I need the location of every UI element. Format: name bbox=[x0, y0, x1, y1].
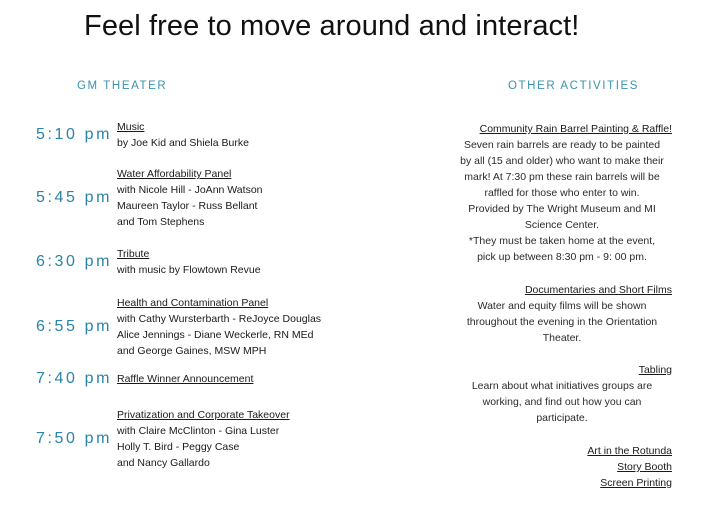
event-line: with Claire McClinton - Gina Luster bbox=[117, 425, 280, 437]
event-line: with Cathy Wursterbarth - ReJoyce Douglas bbox=[117, 313, 322, 325]
event-line: Alice Jennings - Diane Weckerle, RN MEd bbox=[117, 329, 314, 341]
activity-description bbox=[452, 378, 672, 426]
activity-links bbox=[452, 443, 672, 491]
event-details bbox=[117, 407, 290, 471]
other-activities-heading: OTHER ACTIVITIES bbox=[508, 80, 640, 92]
schedule-event-health-contamination bbox=[36, 295, 321, 359]
activity-line: Learn about what initiatives groups are bbox=[471, 380, 653, 392]
activity-line: raffled for those who enter to win. bbox=[484, 187, 640, 199]
activity-title: Tabling bbox=[638, 364, 672, 376]
event-name: Health and Contamination Panel bbox=[117, 297, 269, 309]
activity-documentaries bbox=[452, 282, 672, 346]
activity-line: mark! At 7:30 pm these rain barrels will be bbox=[464, 171, 660, 183]
activity-tabling bbox=[452, 362, 672, 426]
schedule-event-raffle-winner bbox=[36, 370, 253, 388]
activity-line: participate. bbox=[536, 412, 588, 424]
event-line: with Nicole Hill - JoAnn Watson bbox=[117, 184, 263, 196]
event-line: by Joe Kid and Shiela Burke bbox=[117, 137, 249, 149]
event-name: Water Affordability Panel bbox=[117, 168, 232, 180]
event-name: Music bbox=[117, 121, 145, 133]
activity-line: Science Center. bbox=[524, 219, 600, 231]
event-details bbox=[117, 166, 263, 230]
activity-line: Seven rain barrels are ready to be painted bbox=[463, 139, 661, 151]
event-line: and George Gaines, MSW MPH bbox=[117, 345, 267, 357]
gm-theater-heading: GM THEATER bbox=[77, 80, 168, 92]
activity-title: Community Rain Barrel Painting & Raffle! bbox=[479, 123, 672, 135]
activity-line: working, and find out how you can bbox=[482, 396, 642, 408]
event-line: Maureen Taylor - Russ Bellant bbox=[117, 200, 258, 212]
activity-link-art-rotunda: Art in the Rotunda bbox=[587, 445, 672, 457]
activity-line: Theater. bbox=[542, 332, 582, 344]
event-line: and Nancy Gallardo bbox=[117, 457, 210, 469]
event-time: 7:40 pm bbox=[36, 370, 113, 387]
activity-rain-barrel bbox=[452, 121, 672, 265]
schedule-event-tribute bbox=[36, 246, 261, 278]
event-name: Raffle Winner Announcement bbox=[117, 373, 254, 385]
activity-title: Documentaries and Short Films bbox=[524, 284, 672, 296]
event-line: and Tom Stephens bbox=[117, 216, 205, 228]
activity-line: *They must be taken home at the event, bbox=[468, 235, 656, 247]
event-line: with music by Flowtown Revue bbox=[117, 264, 261, 276]
schedule-event-music bbox=[36, 119, 249, 151]
event-name: Tribute bbox=[117, 248, 150, 260]
activity-description bbox=[452, 298, 672, 346]
event-time: 6:30 pm bbox=[36, 253, 113, 270]
event-time: 5:10 pm bbox=[36, 126, 113, 143]
event-details bbox=[117, 119, 249, 151]
schedule-event-water-affordability bbox=[36, 166, 263, 230]
event-name: Privatization and Corporate Takeover bbox=[117, 409, 290, 421]
schedule-event-privatization bbox=[36, 407, 290, 471]
event-time: 5:45 pm bbox=[36, 189, 113, 206]
activity-line: Water and equity films will be shown bbox=[477, 300, 647, 312]
activity-line: throughout the evening in the Orientation bbox=[466, 316, 658, 328]
event-details bbox=[117, 371, 253, 387]
activity-line: pick up between 8:30 pm - 9: 00 pm. bbox=[477, 251, 647, 263]
event-line: Holly T. Bird - Peggy Case bbox=[117, 441, 240, 453]
activity-description bbox=[452, 137, 672, 265]
activity-line: Provided by The Wright Museum and MI bbox=[468, 203, 656, 215]
activity-link-story-booth: Story Booth bbox=[617, 461, 672, 473]
event-details bbox=[117, 295, 321, 359]
page-headline: Feel free to move around and interact! bbox=[84, 10, 580, 42]
event-details bbox=[117, 246, 261, 278]
event-time: 7:50 pm bbox=[36, 430, 113, 447]
activity-link-screen-printing: Screen Printing bbox=[600, 477, 672, 489]
activity-line: by all (15 and older) who want to make their bbox=[460, 155, 664, 167]
event-time: 6:55 pm bbox=[36, 318, 113, 335]
